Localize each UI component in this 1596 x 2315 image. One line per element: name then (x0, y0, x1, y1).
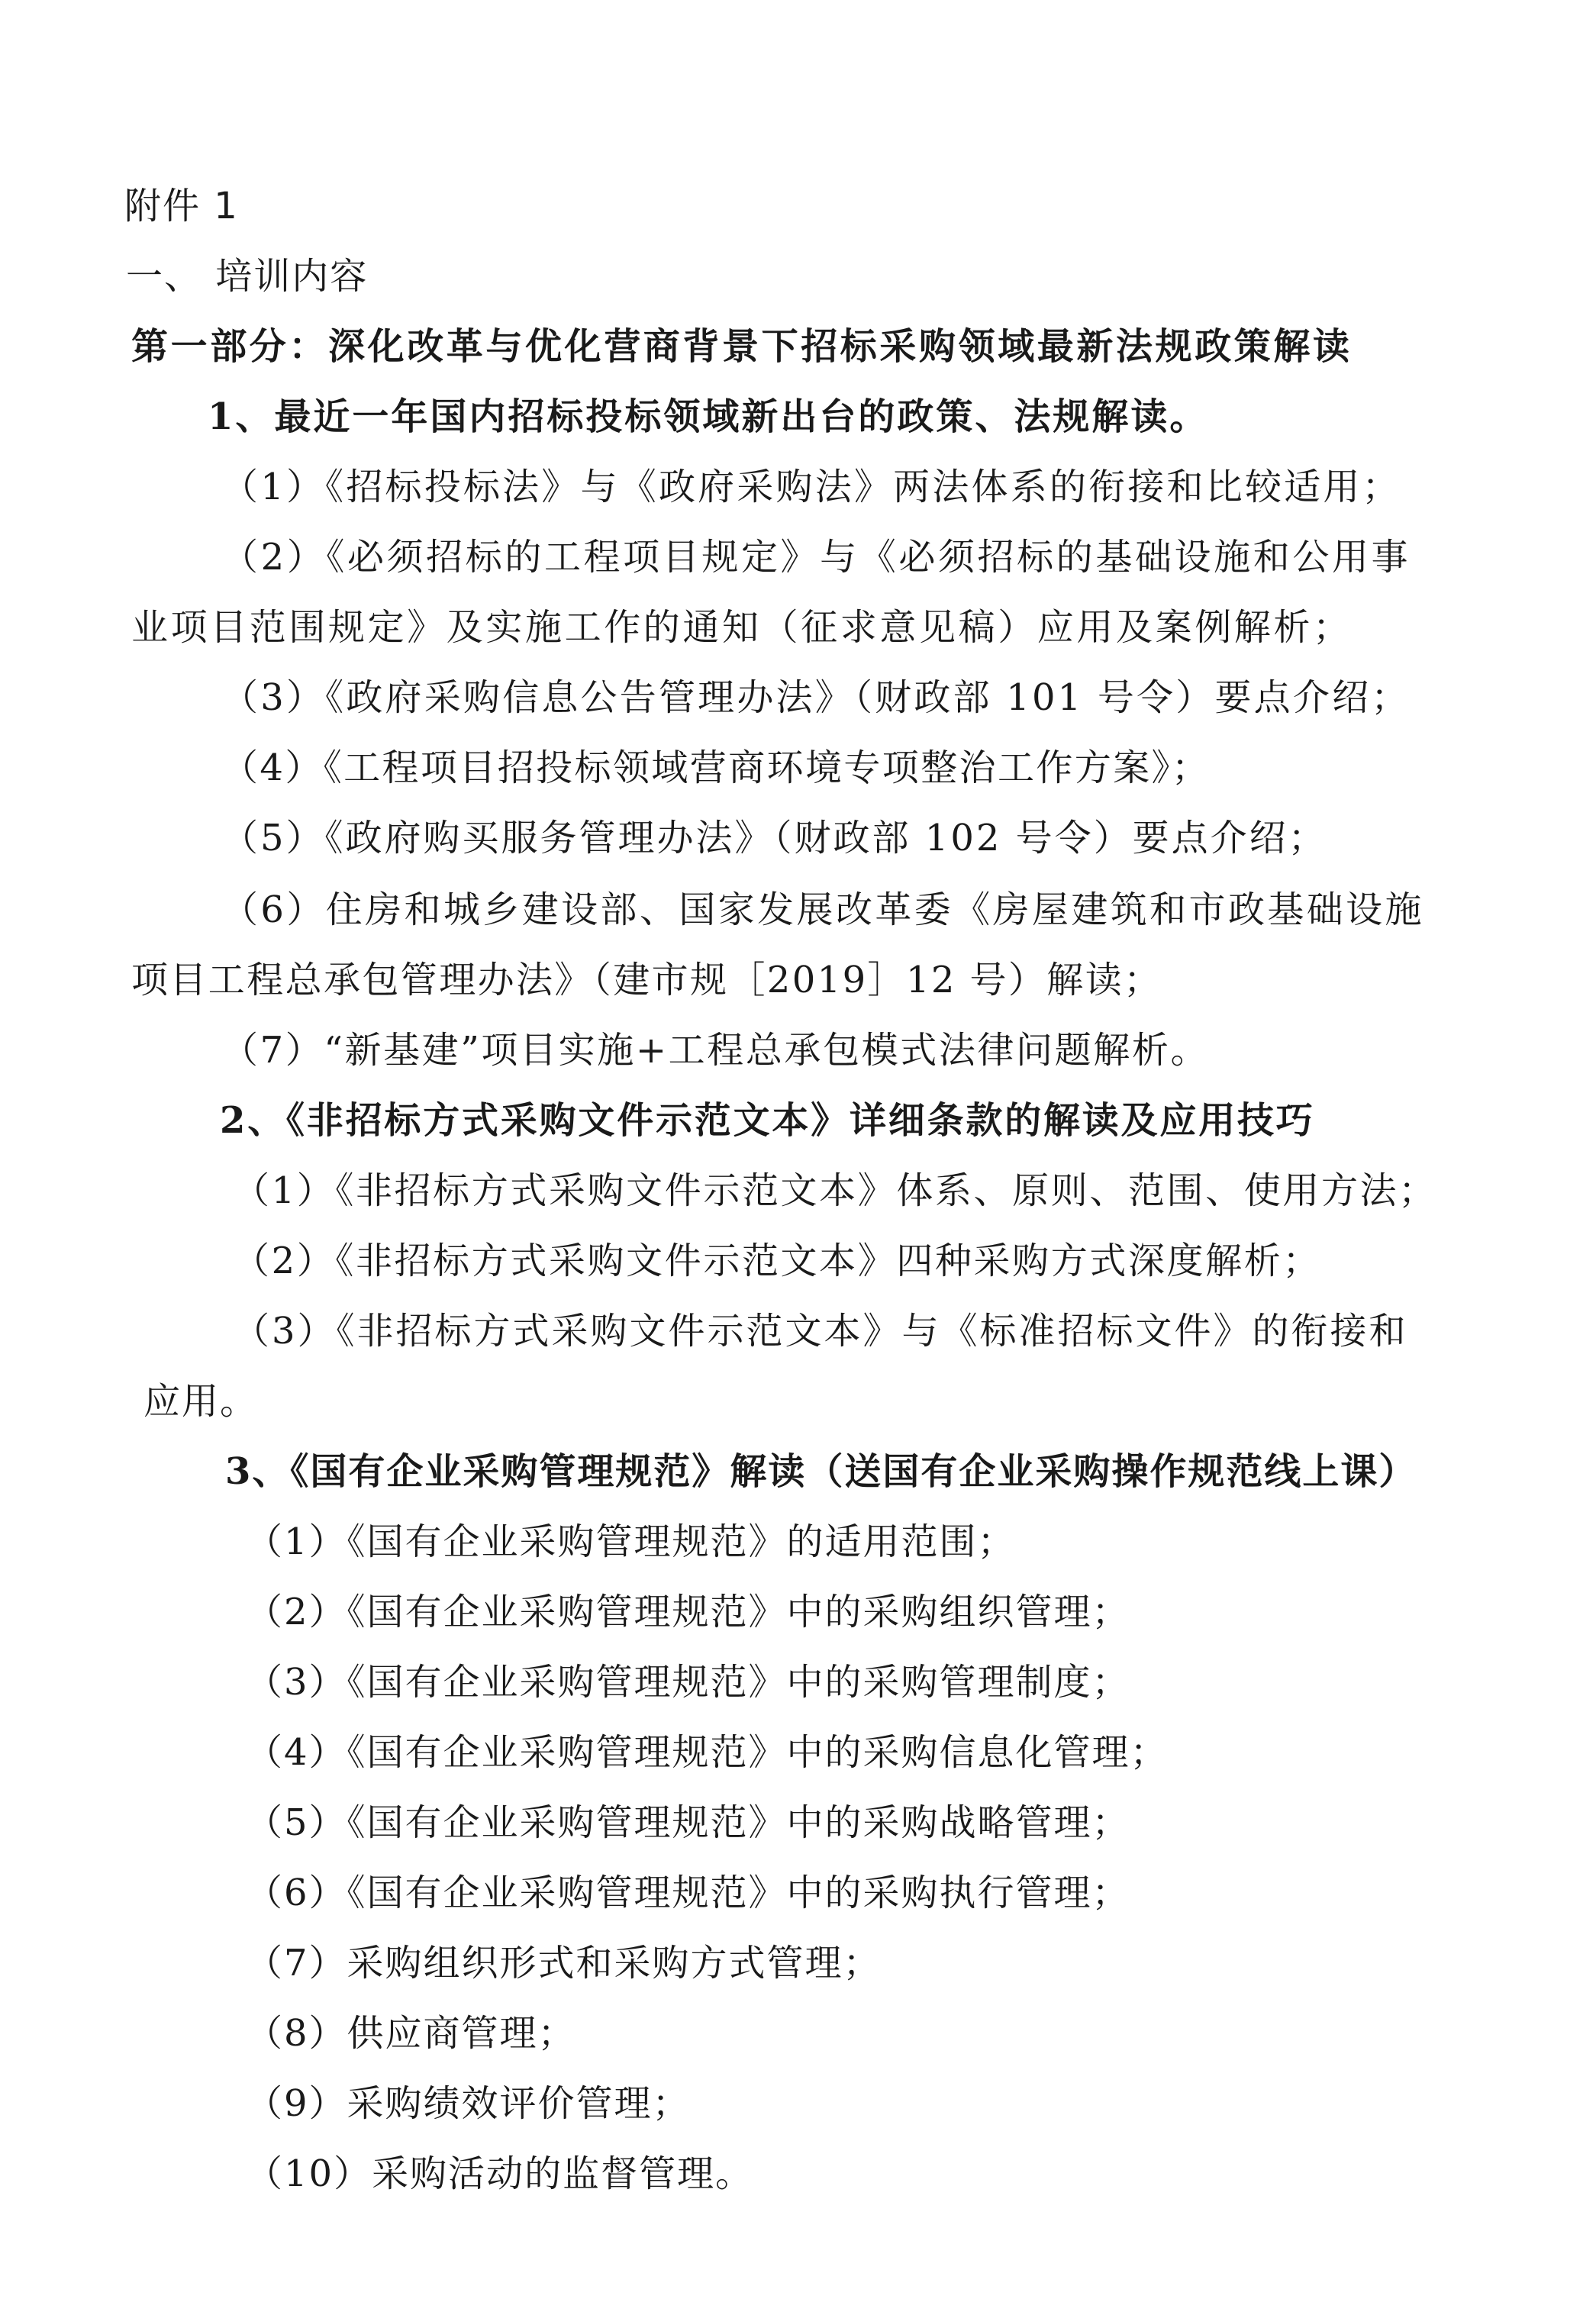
topic1-heading: 1、最近一年国内招标投标领域新出台的政策、法规解读。 (208, 395, 1209, 438)
topic3-item: （10）采购活动的监督管理。 (246, 2152, 754, 2195)
section-heading: 一、 培训内容 (126, 255, 369, 298)
topic1-item: （7）“新基建”项目实施+工程总承包模式法律问题解析。 (221, 1029, 1210, 1072)
topic2-heading: 2、《非招标方式采购文件示范文本》详细条款的解读及应用技巧 (220, 1099, 1315, 1142)
topic3-item: （6）《国有企业采购管理规范》中的采购执行管理； (246, 1872, 1130, 1914)
topic3-item: （4）《国有企业采购管理规范》中的采购信息化管理； (246, 1731, 1169, 1774)
topic3-item: （7）采购组织形式和采购方式管理； (246, 1942, 882, 1985)
topic1-item: （1）《招标投标法》与《政府采购法》两法体系的衔接和比较适用； (221, 466, 1401, 508)
topic3-item: （8）供应商管理； (246, 2012, 576, 2055)
topic3-item: （5）《国有企业采购管理规范》中的采购战略管理； (246, 1801, 1130, 1844)
topic1-item: （3）《政府采购信息公告管理办法》（财政部 101 号令）要点介绍； (221, 676, 1411, 719)
topic2-item: （3）《非招标方式采购文件示范文本》与《标准招标文件》的衔接和 (233, 1310, 1408, 1353)
topic1-item: （4）《工程项目招投标领域营商环境专项整治工作方案》； (221, 746, 1211, 789)
topic1-item: （5）《政府购买服务管理办法》（财政部 102 号令）要点介绍； (221, 817, 1327, 859)
topic2-item: （2）《非招标方式采购文件示范文本》四种采购方式深度解析； (233, 1240, 1321, 1282)
topic3-item: （1）《国有企业采购管理规范》的适用范围； (246, 1520, 1016, 1563)
topic1-item: （6）住房和城乡建设部、国家发展改革委《房屋建筑和市政基础设施 (221, 888, 1424, 931)
topic1-item-continuation: 项目工程总承包管理办法》（建市规［2019］12 号）解读； (131, 959, 1162, 1001)
attachment-label: 附件 1 (124, 185, 239, 227)
topic2-item-continuation: 应用。 (143, 1380, 259, 1423)
topic3-heading: 3、《国有企业采购管理规范》解读（送国有企业采购操作规范线上课） (225, 1450, 1417, 1493)
topic1-item-continuation: 业项目范围规定》及实施工作的通知（征求意见稿）应用及案例解析； (131, 606, 1353, 649)
topic3-item: （3）《国有企业采购管理规范》中的采购管理制度； (246, 1661, 1130, 1704)
topic3-item: （2）《国有企业采购管理规范》中的采购组织管理； (246, 1591, 1130, 1633)
topic3-item: （9）采购绩效评价管理； (246, 2082, 691, 2125)
topic1-item: （2）《必须招标的工程项目规定》与《必须招标的基础设施和公用事 (221, 536, 1411, 579)
topic2-item: （1）《非招标方式采购文件示范文本》体系、原则、范围、使用方法； (233, 1169, 1437, 1212)
part-one-title: 第一部分：深化改革与优化营商背景下招标采购领域最新法规政策解读 (131, 325, 1353, 368)
